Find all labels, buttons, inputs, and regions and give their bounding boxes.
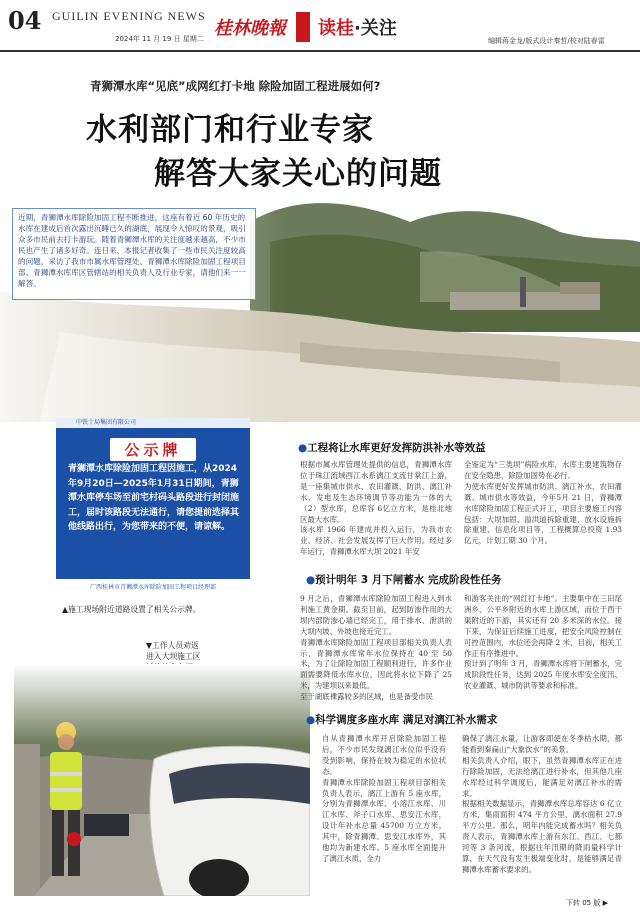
section-2-column-1: 9 月之后，青狮潭水库除险加固工程进入到水利施工黄金期。截至目前，起到防渗作用的大坝内部防渗心墙已经完工，用于排水、泄洪的大坝内坡、外坡也接近完工。 青狮潭水库除险加固工程项目部相关负责人表示，青狮潭水库常年水位保持在 40 至 50 米，为了让除险加固工程顺利进行，许多作业面需要降低水库水位，因此将水位下降了 25 米，为建坝以来最低。 至于湖底裸露较多的区域，也是备受市民 [300,594,452,702]
continued-on-next-page: 下转 05 版 ▶ [566,899,608,907]
photo-caption-worker: ▼工作人员劝返进入大坝施工区 [146,641,201,661]
column-name-a: 读桂 [318,18,354,39]
headline-line-1: 水利部门和行业专家 [86,112,374,148]
section-1-column-1: 根据市属水库管理处提供的信息，青狮潭水库位于珠江流域西江水系漓江支流甘棠江上游，是一座集城市供水、农田灌溉、防洪、漓江补水、发电及生态环境调节等功能为一体的大（2）型水库，总库容 6亿立方米，是桂北地区最大水库。 该水库 1966 年建成并投入运行，为我市农业、经济、社会发展发挥了巨大作用。经过多年运行，青狮潭水库大坝 2021 年安 [300,460,452,557]
intro-paragraph: 近期，青狮潭水库除险加固工程不断推进，这座有着近 60 年历史的水库在建成后首次露出沉睡已久的湖底，展现令人惊叹的景观，吸引众多市民前去打卡游玩。随着青狮潭水库的关注度越来越高，不少市民也产生了诸多好奇。连日来，本报记者收集了一些市民关注度较高的问题，采访了我市市属水库管理处、青狮潭水库除险加固工程项目部、青狮潭水库库区管辖站的相关负责人及行业专家，请他们来一一解答。 [12,208,256,300]
paper-logo: 桂林晚報 [214,18,286,39]
headline-line-2: 解答大家关心的问题 [154,156,442,192]
bullet-icon: ● [298,442,308,454]
worker-car-photo [14,664,310,896]
section-title-2-text: 预计明年 3 月下闸蓄水 完成阶段性任务 [315,574,502,586]
column-marker [296,12,310,42]
section-title-3 [306,712,497,727]
notice-body: 青狮潭水库除险加固工程因施工，从2024年9月20日—2025年1月31日期间，青狮潭水库停车场至前宅村码头路段进行封闭施工，届时该路段无法通行，请您提前选择其他线路出行，为您带来的不便，请谅解。 [68,464,240,532]
editor-credits: 编辑蒋金龙/版式设计秦哲/校对陆春雷 [488,37,605,45]
section-title-1 [298,440,486,455]
section-title-3-text: 科学调度多座水库 满足对漓江补水需求 [315,714,498,726]
notice-title [58,438,248,461]
publication-date: 2024年 11 月 19 日 星期二 [115,35,204,43]
bullet-icon: ● [306,574,316,586]
section-title-1-text: 工程将让水库更好发挥防洪补水等效益 [307,442,486,454]
bullet-icon: ● [306,714,316,726]
headline-kicker: 青狮潭水库“见底”成网红打卡地 除险加固工程进展如何? [90,79,381,93]
column-name [318,14,397,40]
paper-name-en: GUILIN EVENING NEWS [52,9,206,23]
notice-title-text: 公示牌 [110,438,195,461]
notice-header: 中铁十局集团有限公司 [56,418,250,428]
section-2-column-2: 和游客关注的“网红打卡地”。主要集中在三田尾洲乡、公平乡附近的水库上游区域，而位于西干渠附近的下游，其实还有 20 多米深的水位。接下来，为保证后续施工进度，把安全风险控制在可控范围内，水位还会再降 2 米，目前，相关工作正有序推进中。 预计到了明年 3 月，青狮潭水库将下闸蓄水，完成阶段性任务，达到 2025 年度水库安全度汛、农业灌溉、城市防洪等要求和标准。 [464,594,622,691]
section-title-2 [306,572,501,587]
column-name-b: ·关注 [354,18,397,39]
page-number: 04 [8,6,42,35]
section-3-column-2: 确保了漓江水量，让游客即使在冬季枯水期，都能看到秦扁山“大象饮水”的美景。 相关负责人介绍，眼下，虽然青狮潭水库正在进行除险加固，无法给漓江进行补水，但其他几座水库经过科学调度后，能满足对漓江补水的需求。 根据相关数据显示，青狮潭水库总库容达 6 亿立方米，集雨面积 474 平方公里，漓水面积 27.9 平方公里。那么，明年内能完成蓄水吗？相关负责人表示，青狮潭水库上游有东江、西江、七都河等 3 条河流，根据往年汛期的降雨量科学计算，在天气没有发生极端变化时，是能够满足青狮潭水库蓄水要求的。 [462,734,622,874]
section-3-column-1: 自从青狮潭水库开启除险加固工程后，不少市民发现漓江水位似乎没有受到影响，保持在较为稳定的水位状态。 青狮潭水库除险加固工程项目部相关负责人表示，漓江上游有 5 座水库，分别为青狮潭水库、小溶江水库、川江水库、斧子口水库、思安江水库，设计年补水总量 45700 万立方米。其中，除青狮潭、思安江水库外，其他均为新建水库。5 座水库全面提升了漓江水质，全力 [322,734,446,863]
photo-caption-notice: ▲施工现场附近道路设置了相关公示牌。 [62,605,201,614]
notice-footer: 广西桂林市青狮潭水库除险加固工程项目经理部 [56,579,250,596]
section-1-column-2: 全鉴定为“三类坝”病险水库，水库主要建筑物存在安全隐患，除险加固势在必行。 为使水库更好发挥城市防洪、漓江补水、农田灌溉、城市供水等效益，今年5月 21 日，青狮潭水库除险加固工程正式开工，项目主要施工内容包括：大坝加固、溢洪道拆除重建、放水设施拆除重建、信息化项目等，工程概算总投资 1.93 亿元，计划工期 30 个月。 [464,460,622,546]
